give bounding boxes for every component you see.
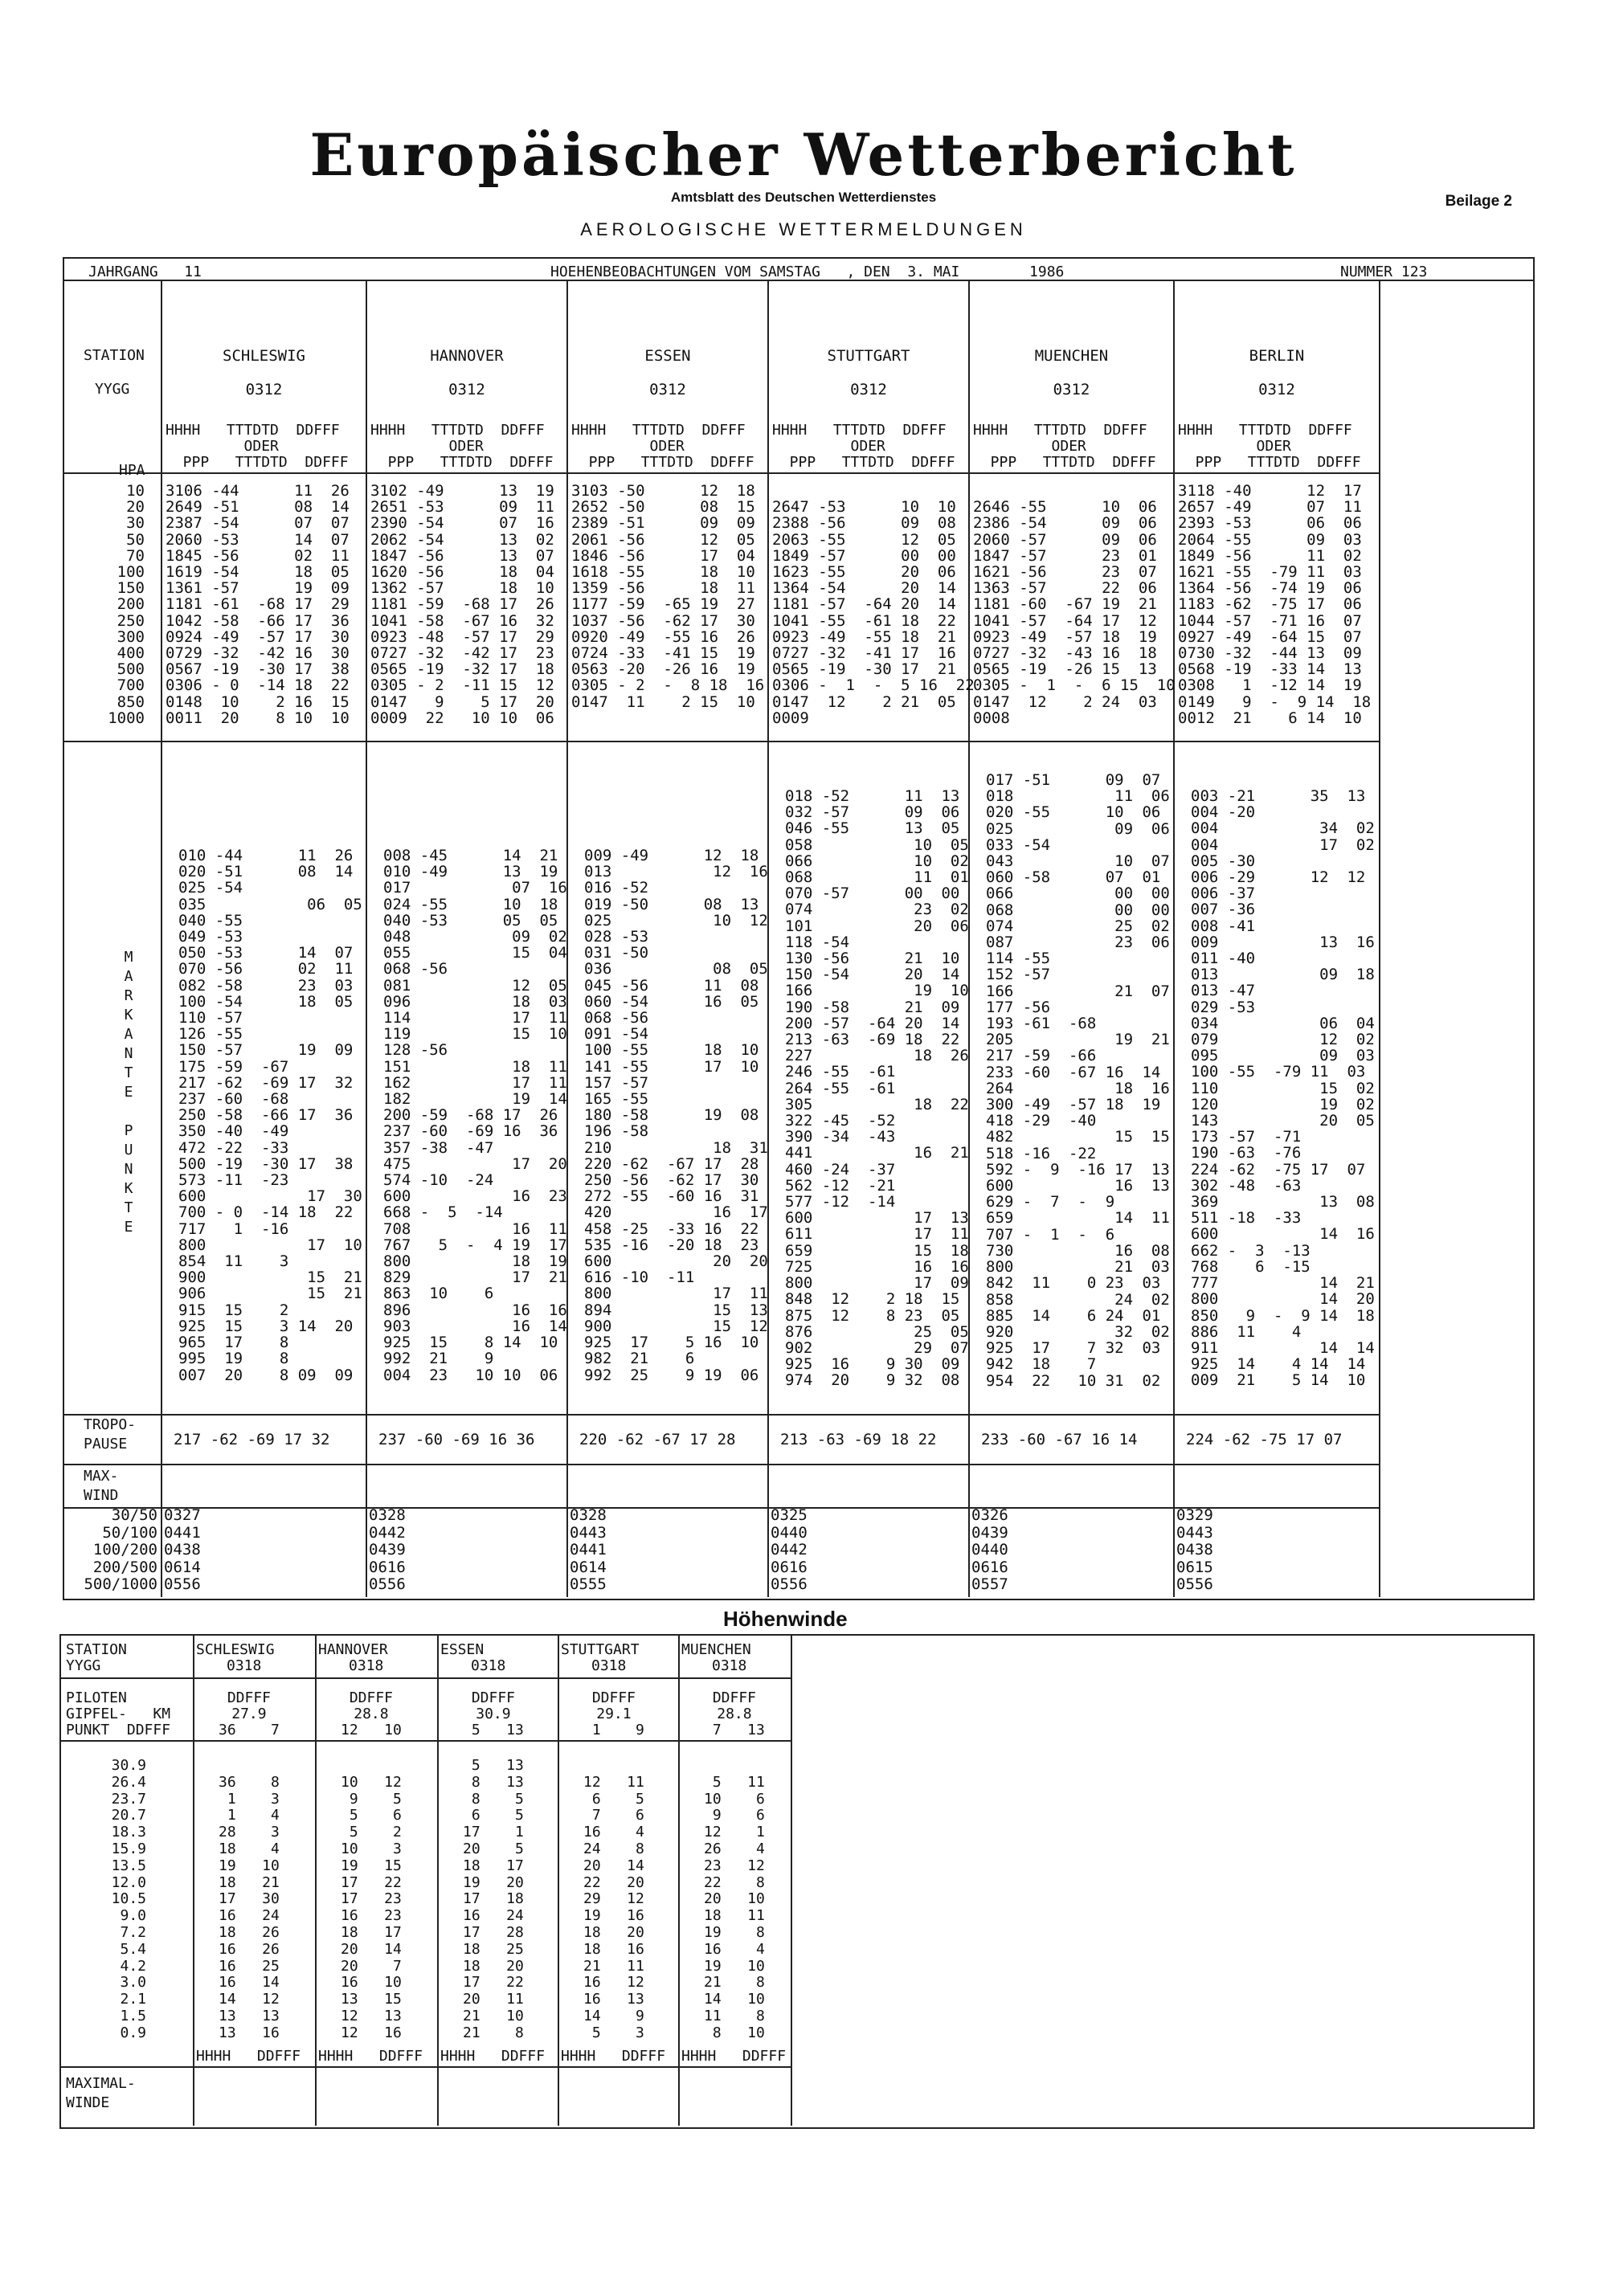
station-name: HANNOVER [430,347,504,365]
station-yygg: 0312 [1258,381,1295,398]
hw-max-header: HHHH DDFFF [196,2048,301,2065]
hw-maximal-label: MAXIMAL- WINDE [66,2075,136,2111]
hw-station-name: HANNOVER [318,1641,388,1658]
maxwind-values: 0328 0442 0439 0616 0556 [369,1506,406,1593]
section-title: AEROLOGISCHE WETTERMELDUNGEN [580,219,1027,239]
hw-piloten-label: PILOTEN GIPFEL- KM PUNKT DDFFF [66,1689,171,1738]
column-header-line1: HHHH TTTDTD DDFFF [772,422,947,439]
hw-station-name: STUTTGART [561,1641,640,1658]
maxwind-values: 0327 0441 0438 0614 0556 [164,1506,201,1593]
hoehenwinde-title: Höhenwinde [723,1607,848,1631]
hw-wind-values: 5 13 8 13 8 5 6 5 17 1 20 5 18 17 19 20 17 18 16 24 17 28 18 25 18 20 17 22 20 11 21 10 21 8 [463,1757,524,2041]
observation-date: HOEHENBEOBACHTUNGEN VOM SAMSTAG , DEN 3. MAI 1986 [550,264,1065,280]
hw-piloten-values: DDFFF 29.1 1 9 [591,1689,644,1738]
rule-col-5 [1173,280,1175,1597]
column-header-line2: ODER [973,438,1086,455]
hw-rule-1 [315,1634,317,2126]
column-header-line3: PPP TTTDTD DDFFF [166,454,349,471]
page-subtitle: Amtsblatt des Deutschen Wetterdienstes [670,190,937,205]
hw-station-name: SCHLESWIG [196,1641,275,1658]
hw-piloten-values: DDFFF 30.9 5 13 [471,1689,524,1738]
markante-punkte-label: M A R K A N T E P U N K T E [124,949,133,1236]
significant-levels: 010 -44 11 26 020 -51 08 14 025 -54 035 06 05 040 -55 049 -53 050 -53 14 07 070 -56 02 11 082 -58 23 03 100 -54 18 05 110 -57 126 -55 150 -57 19 09 175 -59 -67 217 -62 -69 17 32 237 -60 -68 250 -58 -66 17 36 350 -40 -49 472 -22 -33 500 -19 -30 17 38 573 -11 -23 600 17 30 700 - 0 -14 18 22 717 1 -16 800 17 10 854 11 3 900 15 21 906 15 21 915 15 2 925 15 3 14 20 965 17 8 995 19 8 007 20 8 09 09 [178,847,362,1384]
station-name: STUTTGART [827,347,910,365]
rule-meta [63,280,1533,281]
rule-sig-bottom [63,1414,1380,1416]
column-header-line2: ODER [571,438,685,455]
hw-piloten-values: DDFFF 28.8 12 10 [341,1689,402,1738]
hw-heights: 30.9 26.4 23.7 20.7 18.3 15.9 13.5 12.0 10.5 9.0 7.2 5.4 4.2 3.0 2.1 1.5 0.9 [111,1757,146,2041]
column-header-line3: PPP TTTDTD DDFFF [571,454,754,471]
tropopause-values: 224 -62 -75 17 07 [1186,1431,1343,1448]
hpa-label: HPA [119,462,145,479]
standard-levels: 3102 -49 13 19 2651 -53 09 11 2390 -54 07 16 2062 -54 13 02 1847 -56 13 07 1620 -56 18 04 1362 -57 18 10 1181 -59 -68 17 26 1041 -58 -67 16 32 0923 -48 -57 17 29 0727 -32 -42 17 23 0565 -19 -32 17 18 0305 - 2 -11 15 12 0147 9 5 17 20 0009 22 10 10 06 [370,482,554,727]
hw-wind-values: 5 11 10 6 9 6 12 1 26 4 23 12 22 8 20 10 18 11 19 8 16 4 19 10 21 8 14 10 11 8 8 10 [704,1773,765,2041]
tropopause-values: 217 -62 -69 17 32 [174,1431,330,1448]
hw-station-yygg: 0318 [591,1657,627,1674]
hw-max-header: HHHH DDFFF [681,2048,787,2065]
hw-station-yygg: 0318 [227,1657,262,1674]
standard-levels: 2646 -55 10 06 2386 -54 09 06 2060 -57 09 06 1847 -57 23 01 1621 -56 23 07 1363 -57 22 06 1181 -60 -67 19 21 1041 -57 -64 17 12 0923 -49 -57 18 19 0727 -32 -43 16 18 0565 -19 -26 15 13 0305 - 1 - 6 15 10 0147 12 2 24 03 0008 [973,498,1176,727]
maxwind-levels: 30/50 50/100 100/200 200/500 500/1000 [84,1506,157,1593]
yygg-label: YYGG [95,381,130,398]
jahrgang-label: JAHRGANG 11 [88,264,202,280]
significant-levels: 003 -21 35 13 004 -20 004 34 02 004 17 02 005 -30 006 -29 12 12 006 -37 007 -36 008 -41 009 13 16 011 -40 013 09 18 013 -47 029 -53 034 06 04 079 12 02 095 09 03 100 -55 -79 11 03 110 15 02 120 19 02 143 20 05 173 -57 -71 190 -63 -76 224 -62 -75 17 07 302 -48 -63 369 13 08 511 -18 -33 600 14 16 662 - 3 -13 768 6 -15 777 14 21 800 14 20 850 9 - 9 14 18 886 11 4 911 14 14 925 14 4 14 14 009 21 5 14 10 [1191,787,1375,1390]
hw-rule-4 [678,1634,680,2126]
standard-levels: 2647 -53 10 10 2388 -56 09 08 2063 -55 12 05 1849 -57 00 00 1623 -55 20 06 1364 -54 20 14 1181 -57 -64 20 14 1041 -55 -61 18 22 0923 -49 -55 18 21 0727 -32 -41 17 16 0565 -19 -30 17 21 0306 - 1 - 5 16 22 0147 12 2 21 05 0009 [772,498,975,727]
column-header-line3: PPP TTTDTD DDFFF [370,454,554,471]
column-header-line2: ODER [772,438,885,455]
column-header-line2: ODER [1178,438,1291,455]
significant-levels: 017 -51 09 07 018 11 06 020 -55 10 06 025 09 06 033 -54 043 10 07 060 -58 07 01 066 00 00 068 00 00 074 25 02 087 23 06 114 -55 152 -57 166 21 07 177 -56 193 -61 -68 205 19 21 217 -59 -66 233 -60 -67 16 14 264 18 16 300 -49 -57 18 19 418 -29 -40 482 15 15 518 -16 -22 592 - 9 -16 17 13 600 16 13 629 - 7 - 9 659 14 11 707 - 1 - 6 730 16 08 800 21 03 842 11 0 23 03 858 24 02 885 14 6 24 01 920 32 02 925 17 7 32 03 942 18 7 954 22 10 31 02 [986,771,1170,1390]
hw-max-header: HHHH DDFFF [318,2048,423,2065]
maxwind-values: 0328 0443 0441 0614 0555 [570,1506,607,1593]
tropopause-values: 213 -63 -69 18 22 [780,1431,937,1448]
supplement-label: Beilage 2 [1445,193,1512,210]
standard-levels: 3106 -44 11 26 2649 -51 08 14 2387 -54 07 07 2060 -53 14 07 1845 -56 02 11 1619 -54 18 05 1361 -57 19 09 1181 -61 -68 17 29 1042 -58 -66 17 36 0924 -49 -57 17 30 0729 -32 -42 16 30 0567 -19 -30 17 38 0306 - 0 -14 18 22 0148 10 2 16 15 0011 20 8 10 10 [166,482,350,727]
standard-levels: 3103 -50 12 18 2652 -50 08 15 2389 -51 09 09 2061 -56 12 05 1846 -56 17 04 1618 -55 18 10 1359 -56 18 11 1177 -59 -65 19 27 1037 -56 -62 17 30 0920 -49 -55 16 26 0724 -33 -41 15 19 0563 -20 -26 16 19 0305 - 2 - 8 18 16 0147 11 2 15 10 [571,482,765,711]
pressure-levels: 10 20 30 50 70 100 150 200 250 300 400 500 700 850 1000 [108,482,145,727]
hw-rule-station [59,1677,791,1679]
hw-rule-3 [558,1634,559,2126]
station-yygg: 0312 [649,381,686,398]
hw-piloten-values: DDFFF 28.8 7 13 [712,1689,765,1738]
rule-col-6 [1379,280,1380,1597]
station-yygg: 0312 [448,381,485,398]
rule-label-col [161,280,162,1597]
station-label: STATION [84,347,145,364]
hw-max-header: HHHH DDFFF [561,2048,666,2065]
tropopause-values: 233 -60 -67 16 14 [981,1431,1138,1448]
column-header-line3: PPP TTTDTD DDFFF [772,454,955,471]
hw-wind-values: 36 8 1 3 1 4 28 3 18 4 19 10 18 21 17 30 16 24 18 26 16 26 16 25 16 14 14 12 13 13 13 16 [219,1773,280,2041]
significant-levels: 018 -52 11 13 032 -57 09 06 046 -55 13 05 058 10 05 066 10 02 068 11 01 070 -57 00 00 074 23 02 101 20 06 118 -54 130 -56 21 10 150 -54 20 14 166 19 10 190 -58 21 09 200 -57 -64 20 14 213 -63 -69 18 22 227 18 26 246 -55 -61 264 -55 -61 305 18 22 322 -45 -52 390 -34 -43 441 16 21 460 -24 -37 562 -12 -21 577 -12 -14 600 17 13 611 17 11 659 15 18 725 16 16 800 17 09 848 12 2 18 15 875 12 8 23 05 876 25 05 902 29 07 925 16 9 30 09 974 20 9 32 08 [785,787,969,1390]
hw-station-yygg: 0318 [712,1657,747,1674]
station-yygg: 0312 [245,381,283,398]
hw-rule-label [193,1634,194,2126]
station-yygg: 0312 [1053,381,1090,398]
column-header-line3: PPP TTTDTD DDFFF [1178,454,1361,471]
hw-wind-values: 10 12 9 5 5 6 5 2 10 3 19 15 17 22 17 23 16 23 18 17 20 14 20 7 16 10 13 15 12 13 12 16 [341,1773,402,2041]
column-header-line1: HHHH TTTDTD DDFFF [1178,422,1352,439]
maxwind-values: 0326 0439 0440 0616 0557 [971,1506,1008,1593]
maxwind-values: 0329 0443 0438 0615 0556 [1176,1506,1213,1593]
column-header-line3: PPP TTTDTD DDFFF [973,454,1156,471]
column-header-line2: ODER [370,438,484,455]
page-title: Europäischer Wetterbericht [309,121,1298,189]
hw-rule-piloten [59,1740,791,1742]
hw-max-header: HHHH DDFFF [440,2048,546,2065]
station-name: BERLIN [1249,347,1305,365]
tropopause-label: TROPO- PAUSE [84,1416,137,1452]
station-name: SCHLESWIG [223,347,305,365]
maxwind-values: 0325 0440 0442 0616 0556 [771,1506,808,1593]
issue-number: NUMMER 123 [1340,264,1428,280]
tropopause-values: 237 -60 -69 16 36 [378,1431,535,1448]
column-header-line1: HHHH TTTDTD DDFFF [571,422,746,439]
hw-rule-max [59,2066,791,2068]
hw-station-name: ESSEN [440,1641,485,1658]
hw-wind-values: 12 11 6 5 7 6 16 4 24 8 20 14 22 20 29 12 19 16 18 20 18 16 21 11 16 12 16 13 14 9 5 3 [583,1773,644,2041]
hw-station-label: STATION YYGG [66,1641,127,1674]
station-name: MUENCHEN [1034,347,1109,365]
station-yygg: 0312 [850,381,887,398]
hw-rule-2 [437,1634,439,2126]
hw-rule-5 [791,1634,792,2126]
significant-levels: 008 -45 14 21 010 -49 13 19 017 07 16 024 -55 10 18 040 -53 05 05 048 09 02 055 15 04 068 -56 081 12 05 096 18 03 114 17 11 119 15 10 128 -56 151 18 11 162 17 11 182 19 14 200 -59 -68 17 26 237 -60 -69 16 36 357 -38 -47 475 17 20 574 -10 -24 600 16 23 668 - 5 -14 708 16 11 767 5 - 4 19 17 800 18 19 829 17 21 863 10 6 896 16 16 903 16 14 925 15 8 14 10 992 21 9 004 23 10 10 06 [383,847,567,1384]
maxwind-label: MAX- WIND [84,1468,119,1504]
column-header-line2: ODER [166,438,279,455]
column-header-line1: HHHH TTTDTD DDFFF [166,422,340,439]
significant-levels: 009 -49 12 18 013 12 16 016 -52 019 -50 08 13 025 10 12 028 -53 031 -50 036 08 05 045 -56 11 08 060 -54 16 05 068 -56 091 -54 100 -55 18 10 141 -55 17 10 157 -57 165 -55 180 -58 19 08 196 -58 210 18 31 220 -62 -67 17 28 250 -56 -62 17 30 272 -55 -60 16 31 420 16 17 458 -25 -33 16 22 535 -16 -20 18 23 600 20 20 616 -10 -11 800 17 11 894 15 13 900 15 12 925 17 5 16 10 982 21 6 992 25 9 19 06 [584,847,768,1384]
column-header-line1: HHHH TTTDTD DDFFF [370,422,545,439]
column-header-line1: HHHH TTTDTD DDFFF [973,422,1147,439]
hw-station-yygg: 0318 [471,1657,506,1674]
hw-station-name: MUENCHEN [681,1641,751,1658]
rule-tropo-bottom [63,1464,1380,1465]
rule-std-bottom [63,741,1380,742]
hw-station-yygg: 0318 [349,1657,384,1674]
station-name: ESSEN [644,347,691,365]
hw-piloten-values: DDFFF 27.9 36 7 [219,1689,280,1738]
tropopause-values: 220 -62 -67 17 28 [579,1431,736,1448]
standard-levels: 3118 -40 12 17 2657 -49 07 11 2393 -53 06 06 2064 -55 09 03 1849 -56 11 02 1621 -55 -79 11 03 1364 -56 -74 19 06 1183 -62 -75 17 06 1044 -57 -71 16 07 0927 -49 -64 15 07 0730 -32 -44 13 09 0568 -19 -33 14 13 0308 1 -12 14 19 0149 9 - 9 14 18 0012 21 6 14 10 [1178,482,1372,727]
rule-col-1 [366,280,367,1597]
rule-std-top [63,472,1380,474]
